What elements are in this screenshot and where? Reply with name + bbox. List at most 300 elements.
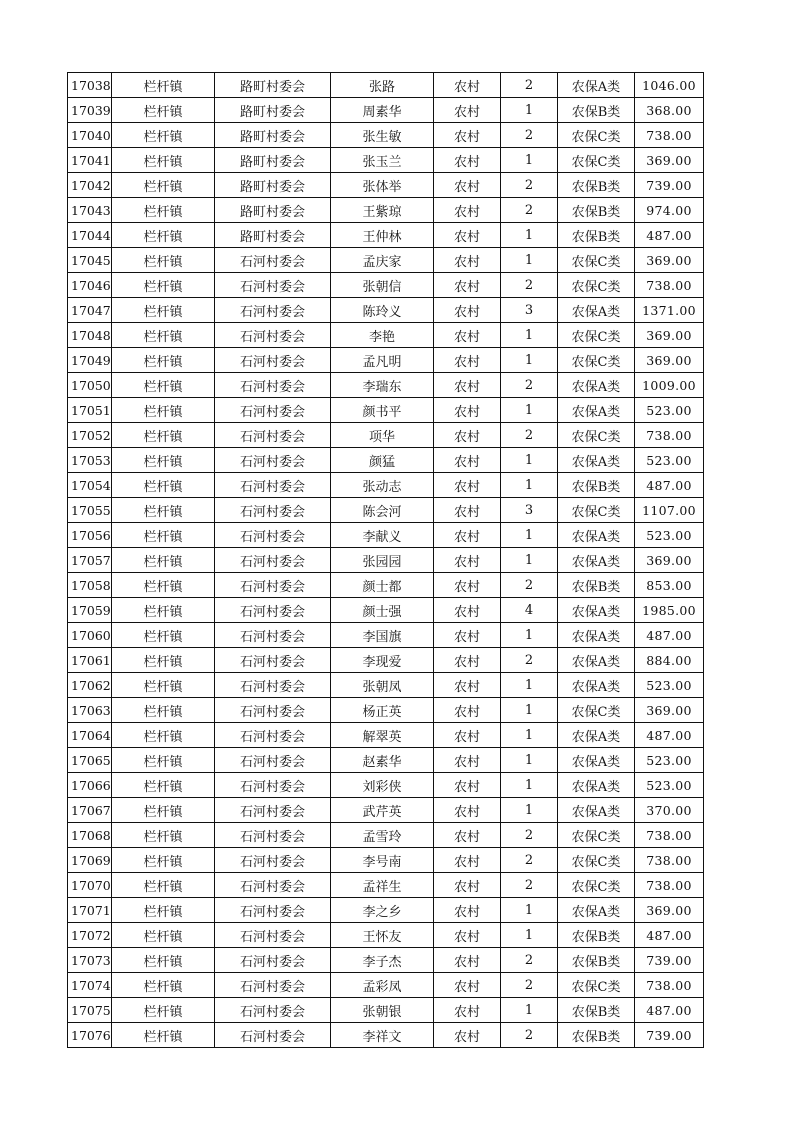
cell-village-committee: 石河村委会 xyxy=(215,273,331,298)
cell-amount: 487.00 xyxy=(635,623,704,648)
cell-household-count: 2 xyxy=(501,173,558,198)
cell-person-name: 杨正英 xyxy=(331,698,434,723)
cell-record-id: 17053 xyxy=(68,448,112,473)
cell-household-count: 2 xyxy=(501,573,558,598)
cell-insurance-category: 农保A类 xyxy=(558,448,635,473)
table-row xyxy=(68,973,704,998)
cell-insurance-category: 农保A类 xyxy=(558,523,635,548)
cell-household-count: 2 xyxy=(501,73,558,98)
cell-insurance-category: 农保A类 xyxy=(558,298,635,323)
cell-area-type: 农村 xyxy=(434,848,501,873)
cell-record-id: 17049 xyxy=(68,348,112,373)
table-row xyxy=(68,798,704,823)
cell-record-id: 17038 xyxy=(68,73,112,98)
cell-person-name: 颜猛 xyxy=(331,448,434,473)
cell-village-committee: 石河村委会 xyxy=(215,973,331,998)
cell-person-name: 陈会河 xyxy=(331,498,434,523)
cell-amount: 974.00 xyxy=(635,198,704,223)
cell-record-id: 17075 xyxy=(68,998,112,1023)
cell-area-type: 农村 xyxy=(434,498,501,523)
cell-area-type: 农村 xyxy=(434,423,501,448)
cell-record-id: 17057 xyxy=(68,548,112,573)
cell-amount: 487.00 xyxy=(635,473,704,498)
cell-town: 栏杆镇 xyxy=(112,823,215,848)
cell-area-type: 农村 xyxy=(434,148,501,173)
cell-household-count: 2 xyxy=(501,648,558,673)
cell-insurance-category: 农保B类 xyxy=(558,923,635,948)
cell-record-id: 17054 xyxy=(68,473,112,498)
cell-amount: 369.00 xyxy=(635,248,704,273)
cell-person-name: 李国旗 xyxy=(331,623,434,648)
cell-record-id: 17043 xyxy=(68,198,112,223)
cell-insurance-category: 农保C类 xyxy=(558,273,635,298)
cell-area-type: 农村 xyxy=(434,73,501,98)
table-row xyxy=(68,998,704,1023)
cell-insurance-category: 农保B类 xyxy=(558,1023,635,1048)
cell-household-count: 1 xyxy=(501,473,558,498)
cell-town: 栏杆镇 xyxy=(112,773,215,798)
cell-town: 栏杆镇 xyxy=(112,198,215,223)
cell-person-name: 张玉兰 xyxy=(331,148,434,173)
cell-record-id: 17062 xyxy=(68,673,112,698)
cell-village-committee: 石河村委会 xyxy=(215,648,331,673)
cell-village-committee: 石河村委会 xyxy=(215,448,331,473)
cell-record-id: 17052 xyxy=(68,423,112,448)
cell-village-committee: 石河村委会 xyxy=(215,373,331,398)
cell-area-type: 农村 xyxy=(434,223,501,248)
cell-person-name: 孟彩凤 xyxy=(331,973,434,998)
cell-amount: 738.00 xyxy=(635,848,704,873)
cell-area-type: 农村 xyxy=(434,898,501,923)
cell-amount: 738.00 xyxy=(635,823,704,848)
cell-area-type: 农村 xyxy=(434,673,501,698)
table-row xyxy=(68,473,704,498)
cell-town: 栏杆镇 xyxy=(112,623,215,648)
cell-household-count: 1 xyxy=(501,523,558,548)
cell-village-committee: 石河村委会 xyxy=(215,998,331,1023)
table-row xyxy=(68,948,704,973)
cell-village-committee: 路町村委会 xyxy=(215,123,331,148)
cell-person-name: 王紫琼 xyxy=(331,198,434,223)
cell-town: 栏杆镇 xyxy=(112,973,215,998)
table-row xyxy=(68,248,704,273)
cell-town: 栏杆镇 xyxy=(112,448,215,473)
cell-household-count: 1 xyxy=(501,923,558,948)
cell-household-count: 1 xyxy=(501,148,558,173)
cell-village-committee: 石河村委会 xyxy=(215,1023,331,1048)
cell-village-committee: 石河村委会 xyxy=(215,348,331,373)
cell-insurance-category: 农保A类 xyxy=(558,598,635,623)
cell-area-type: 农村 xyxy=(434,348,501,373)
cell-village-committee: 石河村委会 xyxy=(215,248,331,273)
table-row xyxy=(68,123,704,148)
cell-village-committee: 石河村委会 xyxy=(215,298,331,323)
cell-record-id: 17045 xyxy=(68,248,112,273)
cell-person-name: 李子杰 xyxy=(331,948,434,973)
cell-household-count: 2 xyxy=(501,423,558,448)
cell-town: 栏杆镇 xyxy=(112,148,215,173)
table-row xyxy=(68,648,704,673)
cell-insurance-category: 农保C类 xyxy=(558,348,635,373)
cell-area-type: 农村 xyxy=(434,598,501,623)
cell-person-name: 武芹英 xyxy=(331,798,434,823)
cell-person-name: 张生敏 xyxy=(331,123,434,148)
cell-town: 栏杆镇 xyxy=(112,298,215,323)
cell-record-id: 17055 xyxy=(68,498,112,523)
cell-area-type: 农村 xyxy=(434,323,501,348)
cell-person-name: 李之乡 xyxy=(331,898,434,923)
table-row xyxy=(68,698,704,723)
cell-record-id: 17048 xyxy=(68,323,112,348)
cell-amount: 739.00 xyxy=(635,1023,704,1048)
cell-record-id: 17059 xyxy=(68,598,112,623)
cell-person-name: 周素华 xyxy=(331,98,434,123)
cell-household-count: 1 xyxy=(501,673,558,698)
cell-household-count: 1 xyxy=(501,548,558,573)
cell-village-committee: 石河村委会 xyxy=(215,573,331,598)
cell-amount: 1371.00 xyxy=(635,298,704,323)
cell-household-count: 1 xyxy=(501,898,558,923)
cell-village-committee: 石河村委会 xyxy=(215,623,331,648)
data-table xyxy=(67,72,704,1048)
cell-household-count: 2 xyxy=(501,198,558,223)
cell-record-id: 17046 xyxy=(68,273,112,298)
cell-village-committee: 石河村委会 xyxy=(215,673,331,698)
cell-amount: 523.00 xyxy=(635,748,704,773)
cell-insurance-category: 农保B类 xyxy=(558,223,635,248)
cell-amount: 738.00 xyxy=(635,873,704,898)
cell-amount: 1046.00 xyxy=(635,73,704,98)
cell-town: 栏杆镇 xyxy=(112,873,215,898)
cell-person-name: 张路 xyxy=(331,73,434,98)
cell-household-count: 1 xyxy=(501,223,558,248)
cell-record-id: 17069 xyxy=(68,848,112,873)
cell-person-name: 颜士强 xyxy=(331,598,434,623)
table-row xyxy=(68,923,704,948)
cell-person-name: 颜士都 xyxy=(331,573,434,598)
table-row xyxy=(68,523,704,548)
cell-village-committee: 石河村委会 xyxy=(215,948,331,973)
cell-amount: 1009.00 xyxy=(635,373,704,398)
table-row xyxy=(68,423,704,448)
cell-record-id: 17039 xyxy=(68,98,112,123)
cell-amount: 738.00 xyxy=(635,123,704,148)
cell-household-count: 2 xyxy=(501,948,558,973)
cell-town: 栏杆镇 xyxy=(112,373,215,398)
cell-town: 栏杆镇 xyxy=(112,548,215,573)
cell-insurance-category: 农保A类 xyxy=(558,748,635,773)
cell-insurance-category: 农保A类 xyxy=(558,398,635,423)
cell-town: 栏杆镇 xyxy=(112,648,215,673)
cell-household-count: 1 xyxy=(501,323,558,348)
table-row xyxy=(68,323,704,348)
cell-amount: 369.00 xyxy=(635,898,704,923)
cell-person-name: 李瑞东 xyxy=(331,373,434,398)
cell-area-type: 农村 xyxy=(434,948,501,973)
table-row xyxy=(68,823,704,848)
cell-village-committee: 路町村委会 xyxy=(215,98,331,123)
cell-amount: 368.00 xyxy=(635,98,704,123)
cell-record-id: 17072 xyxy=(68,923,112,948)
table-row xyxy=(68,1023,704,1048)
cell-record-id: 17067 xyxy=(68,798,112,823)
cell-record-id: 17070 xyxy=(68,873,112,898)
cell-area-type: 农村 xyxy=(434,998,501,1023)
cell-record-id: 17047 xyxy=(68,298,112,323)
cell-insurance-category: 农保C类 xyxy=(558,248,635,273)
cell-village-committee: 石河村委会 xyxy=(215,323,331,348)
cell-household-count: 1 xyxy=(501,348,558,373)
cell-area-type: 农村 xyxy=(434,198,501,223)
cell-area-type: 农村 xyxy=(434,773,501,798)
cell-village-committee: 石河村委会 xyxy=(215,423,331,448)
cell-record-id: 17063 xyxy=(68,698,112,723)
cell-record-id: 17044 xyxy=(68,223,112,248)
table-row xyxy=(68,498,704,523)
cell-area-type: 农村 xyxy=(434,723,501,748)
cell-town: 栏杆镇 xyxy=(112,398,215,423)
table-row xyxy=(68,373,704,398)
cell-amount: 738.00 xyxy=(635,423,704,448)
cell-household-count: 1 xyxy=(501,398,558,423)
cell-area-type: 农村 xyxy=(434,748,501,773)
cell-town: 栏杆镇 xyxy=(112,573,215,598)
cell-record-id: 17073 xyxy=(68,948,112,973)
cell-insurance-category: 农保C类 xyxy=(558,848,635,873)
cell-record-id: 17064 xyxy=(68,723,112,748)
cell-person-name: 陈玲义 xyxy=(331,298,434,323)
cell-area-type: 农村 xyxy=(434,398,501,423)
cell-record-id: 17066 xyxy=(68,773,112,798)
cell-village-committee: 石河村委会 xyxy=(215,898,331,923)
cell-town: 栏杆镇 xyxy=(112,923,215,948)
cell-area-type: 农村 xyxy=(434,298,501,323)
cell-insurance-category: 农保C类 xyxy=(558,498,635,523)
cell-insurance-category: 农保C类 xyxy=(558,123,635,148)
cell-town: 栏杆镇 xyxy=(112,798,215,823)
cell-person-name: 李号南 xyxy=(331,848,434,873)
cell-town: 栏杆镇 xyxy=(112,523,215,548)
cell-household-count: 1 xyxy=(501,698,558,723)
cell-household-count: 1 xyxy=(501,723,558,748)
cell-town: 栏杆镇 xyxy=(112,598,215,623)
cell-town: 栏杆镇 xyxy=(112,473,215,498)
cell-household-count: 2 xyxy=(501,123,558,148)
cell-village-committee: 石河村委会 xyxy=(215,823,331,848)
cell-insurance-category: 农保C类 xyxy=(558,973,635,998)
cell-household-count: 3 xyxy=(501,298,558,323)
cell-area-type: 农村 xyxy=(434,173,501,198)
cell-insurance-category: 农保A类 xyxy=(558,898,635,923)
cell-area-type: 农村 xyxy=(434,623,501,648)
cell-town: 栏杆镇 xyxy=(112,898,215,923)
table-row xyxy=(68,673,704,698)
cell-village-committee: 石河村委会 xyxy=(215,698,331,723)
cell-person-name: 孟雪玲 xyxy=(331,823,434,848)
cell-area-type: 农村 xyxy=(434,973,501,998)
cell-person-name: 李献义 xyxy=(331,523,434,548)
cell-town: 栏杆镇 xyxy=(112,723,215,748)
cell-village-committee: 路町村委会 xyxy=(215,198,331,223)
cell-person-name: 孟凡明 xyxy=(331,348,434,373)
cell-record-id: 17058 xyxy=(68,573,112,598)
cell-person-name: 张园园 xyxy=(331,548,434,573)
cell-village-committee: 路町村委会 xyxy=(215,223,331,248)
cell-village-committee: 石河村委会 xyxy=(215,848,331,873)
cell-village-committee: 路町村委会 xyxy=(215,73,331,98)
table-row xyxy=(68,98,704,123)
cell-record-id: 17051 xyxy=(68,398,112,423)
cell-amount: 487.00 xyxy=(635,723,704,748)
cell-insurance-category: 农保A类 xyxy=(558,723,635,748)
cell-amount: 369.00 xyxy=(635,148,704,173)
cell-village-committee: 路町村委会 xyxy=(215,148,331,173)
cell-amount: 523.00 xyxy=(635,398,704,423)
cell-amount: 487.00 xyxy=(635,923,704,948)
cell-record-id: 17065 xyxy=(68,748,112,773)
cell-area-type: 农村 xyxy=(434,248,501,273)
table-row xyxy=(68,148,704,173)
cell-amount: 487.00 xyxy=(635,223,704,248)
cell-person-name: 王仲林 xyxy=(331,223,434,248)
cell-town: 栏杆镇 xyxy=(112,173,215,198)
cell-household-count: 2 xyxy=(501,848,558,873)
cell-insurance-category: 农保B类 xyxy=(558,573,635,598)
cell-town: 栏杆镇 xyxy=(112,423,215,448)
cell-insurance-category: 农保A类 xyxy=(558,73,635,98)
cell-record-id: 17061 xyxy=(68,648,112,673)
cell-amount: 738.00 xyxy=(635,973,704,998)
cell-insurance-category: 农保A类 xyxy=(558,623,635,648)
cell-person-name: 李现爱 xyxy=(331,648,434,673)
cell-area-type: 农村 xyxy=(434,698,501,723)
cell-village-committee: 石河村委会 xyxy=(215,548,331,573)
cell-town: 栏杆镇 xyxy=(112,848,215,873)
cell-person-name: 张朝银 xyxy=(331,998,434,1023)
cell-area-type: 农村 xyxy=(434,123,501,148)
cell-village-committee: 石河村委会 xyxy=(215,873,331,898)
cell-record-id: 17056 xyxy=(68,523,112,548)
cell-person-name: 孟祥生 xyxy=(331,873,434,898)
cell-area-type: 农村 xyxy=(434,548,501,573)
cell-area-type: 农村 xyxy=(434,823,501,848)
cell-amount: 487.00 xyxy=(635,998,704,1023)
cell-amount: 1985.00 xyxy=(635,598,704,623)
cell-amount: 739.00 xyxy=(635,948,704,973)
cell-household-count: 2 xyxy=(501,873,558,898)
cell-insurance-category: 农保A类 xyxy=(558,673,635,698)
cell-town: 栏杆镇 xyxy=(112,748,215,773)
cell-insurance-category: 农保A类 xyxy=(558,773,635,798)
cell-record-id: 17076 xyxy=(68,1023,112,1048)
cell-household-count: 2 xyxy=(501,373,558,398)
table-row xyxy=(68,173,704,198)
cell-village-committee: 路町村委会 xyxy=(215,173,331,198)
cell-area-type: 农村 xyxy=(434,473,501,498)
cell-insurance-category: 农保B类 xyxy=(558,473,635,498)
table-row xyxy=(68,548,704,573)
cell-area-type: 农村 xyxy=(434,523,501,548)
cell-insurance-category: 农保C类 xyxy=(558,323,635,348)
cell-town: 栏杆镇 xyxy=(112,998,215,1023)
cell-town: 栏杆镇 xyxy=(112,98,215,123)
table-row xyxy=(68,223,704,248)
cell-amount: 369.00 xyxy=(635,548,704,573)
cell-insurance-category: 农保B类 xyxy=(558,173,635,198)
cell-town: 栏杆镇 xyxy=(112,323,215,348)
table-row xyxy=(68,898,704,923)
cell-record-id: 17050 xyxy=(68,373,112,398)
table-row xyxy=(68,348,704,373)
table-row xyxy=(68,398,704,423)
cell-village-committee: 石河村委会 xyxy=(215,498,331,523)
cell-amount: 369.00 xyxy=(635,348,704,373)
cell-record-id: 17041 xyxy=(68,148,112,173)
table-row xyxy=(68,73,704,98)
cell-area-type: 农村 xyxy=(434,573,501,598)
cell-insurance-category: 农保C类 xyxy=(558,823,635,848)
cell-household-count: 1 xyxy=(501,623,558,648)
table-row xyxy=(68,723,704,748)
cell-insurance-category: 农保A类 xyxy=(558,373,635,398)
cell-amount: 738.00 xyxy=(635,273,704,298)
cell-amount: 523.00 xyxy=(635,448,704,473)
cell-village-committee: 石河村委会 xyxy=(215,773,331,798)
cell-record-id: 17074 xyxy=(68,973,112,998)
cell-insurance-category: 农保B类 xyxy=(558,198,635,223)
cell-person-name: 解翠英 xyxy=(331,723,434,748)
cell-person-name: 项华 xyxy=(331,423,434,448)
table-row xyxy=(68,873,704,898)
cell-person-name: 孟庆家 xyxy=(331,248,434,273)
cell-area-type: 农村 xyxy=(434,1023,501,1048)
table-row xyxy=(68,573,704,598)
cell-area-type: 农村 xyxy=(434,648,501,673)
cell-village-committee: 石河村委会 xyxy=(215,598,331,623)
cell-person-name: 张体举 xyxy=(331,173,434,198)
cell-village-committee: 石河村委会 xyxy=(215,473,331,498)
cell-town: 栏杆镇 xyxy=(112,1023,215,1048)
cell-household-count: 1 xyxy=(501,798,558,823)
cell-person-name: 王怀友 xyxy=(331,923,434,948)
cell-insurance-category: 农保C类 xyxy=(558,698,635,723)
table-row xyxy=(68,298,704,323)
cell-amount: 1107.00 xyxy=(635,498,704,523)
cell-person-name: 张动志 xyxy=(331,473,434,498)
cell-household-count: 1 xyxy=(501,748,558,773)
cell-amount: 369.00 xyxy=(635,698,704,723)
table-row xyxy=(68,773,704,798)
cell-village-committee: 石河村委会 xyxy=(215,798,331,823)
cell-area-type: 农村 xyxy=(434,923,501,948)
table-row xyxy=(68,848,704,873)
cell-town: 栏杆镇 xyxy=(112,73,215,98)
cell-amount: 739.00 xyxy=(635,173,704,198)
cell-insurance-category: 农保A类 xyxy=(558,548,635,573)
cell-area-type: 农村 xyxy=(434,448,501,473)
cell-person-name: 刘彩侠 xyxy=(331,773,434,798)
cell-area-type: 农村 xyxy=(434,798,501,823)
cell-town: 栏杆镇 xyxy=(112,948,215,973)
cell-insurance-category: 农保B类 xyxy=(558,948,635,973)
cell-household-count: 2 xyxy=(501,273,558,298)
cell-village-committee: 石河村委会 xyxy=(215,923,331,948)
cell-insurance-category: 农保A类 xyxy=(558,648,635,673)
cell-household-count: 2 xyxy=(501,1023,558,1048)
table-row xyxy=(68,273,704,298)
cell-person-name: 李艳 xyxy=(331,323,434,348)
cell-person-name: 李祥文 xyxy=(331,1023,434,1048)
